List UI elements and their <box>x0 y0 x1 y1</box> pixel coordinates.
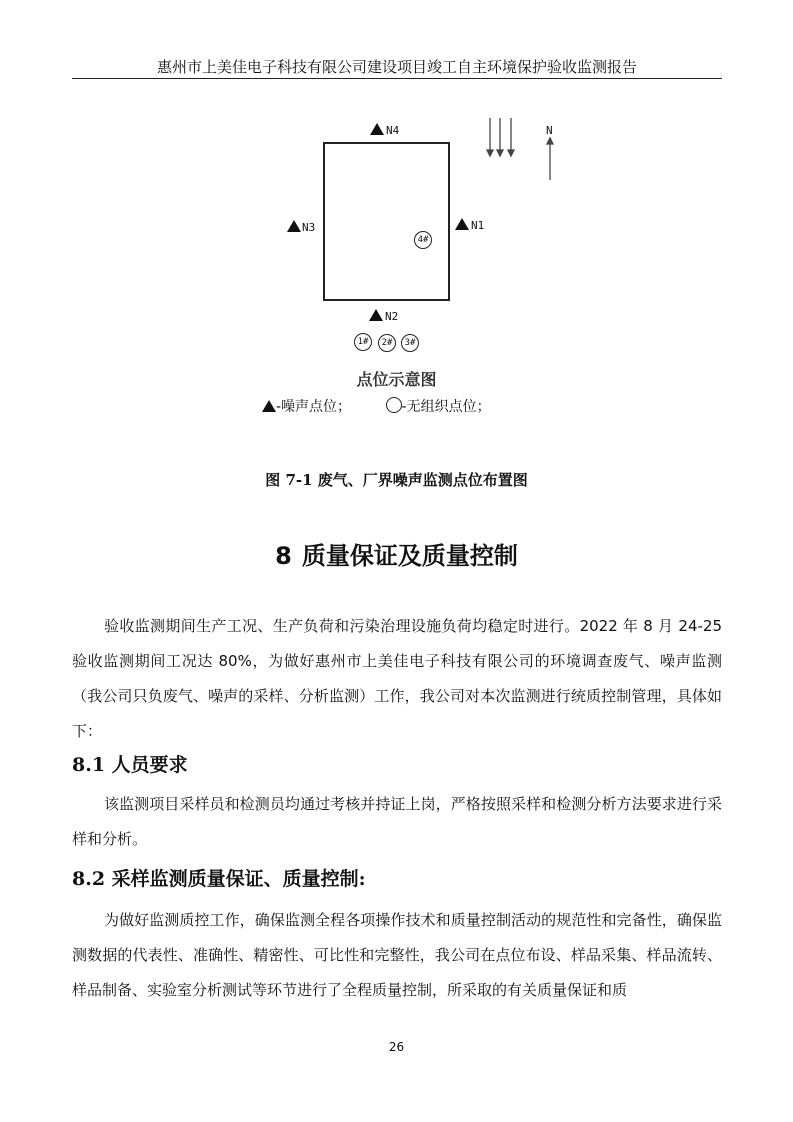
noise-point-icon <box>369 309 383 321</box>
chapter-heading <box>0 536 793 571</box>
chapter-number: 8 <box>275 542 292 570</box>
triangle-icon <box>262 400 276 412</box>
section-8-1-heading: 8.1 人员要求 <box>72 754 188 776</box>
noise-point-icon <box>370 123 384 135</box>
diagram-legend <box>262 396 491 416</box>
monitoring-point-diagram <box>0 0 793 430</box>
circle-icon <box>386 397 402 413</box>
north-arrow-icon <box>547 138 553 180</box>
fugitive-point-3: 3# <box>401 334 419 352</box>
page-number: 26 <box>388 1040 405 1054</box>
north-label: N <box>546 124 553 137</box>
page-header: 惠州市上美佳电子科技有限公司建设项目竣工自主环境保护验收监测报告 <box>156 58 637 76</box>
legend-noise: -噪声点位； <box>276 399 352 415</box>
noise-point-n4: N4 <box>386 124 400 137</box>
fugitive-point-2: 2# <box>378 334 396 352</box>
diagram-lines <box>0 0 793 430</box>
section-8-2-heading: 8.2 采样监测质量保证、质量控制: <box>72 868 366 890</box>
noise-point-n3: N3 <box>302 221 316 234</box>
noise-point-icon <box>287 220 301 232</box>
noise-point-n1: N1 <box>471 219 485 232</box>
figure-caption: 图 7-1 废气、厂界噪声监测点位布置图 <box>265 471 528 489</box>
section-8-1-paragraph: 该监测项目采样员和检测员均通过考核并持证上岗，严格按照采样和检测分析方法要求进行采样和分析。 <box>72 795 722 848</box>
chapter-title: 质量保证及质量控制 <box>301 541 518 570</box>
fugitive-point-4: 4# <box>414 231 432 249</box>
wind-direction-icon <box>487 118 514 156</box>
legend-fugitive: -无组织点位； <box>401 399 491 415</box>
fugitive-point-1: 1# <box>354 333 372 351</box>
section-8-2-paragraph: 为做好监测质控工作，确保监测全程各项操作技术和质量控制活动的规范性和完备性，确保监测数据的代表性、准确性、精密性、可比性和完整性，我公司在点位布设、样品采集、样品流转、样品制备、实验室分析测试等环节进行了全程质量控制，所采取的有关质量保证和质 <box>72 911 722 999</box>
intro-paragraph: 验收监测期间生产工况、生产负荷和污染治理设施负荷均稳定时进行。2022 年 8 月 24-25 验收监测期间工况达 80%，为做好惠州市上美佳电子科技有限公司的环境调查废气、噪声监测（我公司只负废气、噪声的采样、分析监测）工作，我公司对本次监测进行统质控制管理，具体如下： <box>72 617 722 740</box>
noise-point-n2: N2 <box>385 310 399 323</box>
noise-point-icon <box>455 218 469 230</box>
site-boundary <box>324 143 449 300</box>
diagram-caption: 点位示意图 <box>356 370 437 389</box>
